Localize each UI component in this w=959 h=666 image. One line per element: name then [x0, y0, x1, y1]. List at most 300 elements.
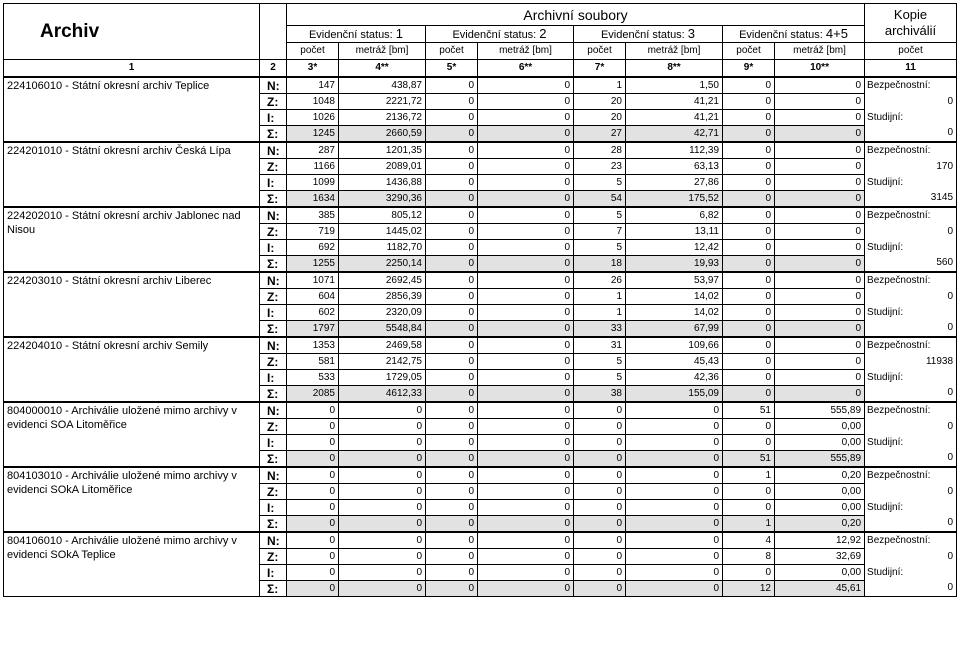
- value-cell: 0: [287, 419, 339, 435]
- column-number: 10**: [775, 60, 865, 78]
- value-cell: 0: [478, 175, 574, 191]
- value-cell: 0: [723, 370, 775, 386]
- sum-cell: 27: [574, 126, 626, 143]
- row-label-n: N:: [260, 337, 287, 354]
- value-cell: 0: [574, 549, 626, 565]
- column-number: 6**: [478, 60, 574, 78]
- value-cell: 0: [426, 305, 478, 321]
- value-cell: 692: [287, 240, 339, 256]
- study-copies-label: Studijní:: [865, 500, 957, 516]
- security-copies-value: 0: [865, 484, 957, 500]
- value-cell: 0: [775, 94, 865, 110]
- sum-cell: 0: [426, 321, 478, 338]
- value-cell: 719: [287, 224, 339, 240]
- value-cell: 0: [287, 500, 339, 516]
- value-cell: 0: [478, 467, 574, 484]
- value-cell: 0: [626, 435, 723, 451]
- copies-header-line2: archiválií: [884, 23, 937, 38]
- status-header-4: [723, 26, 865, 43]
- sum-cell: 54: [574, 191, 626, 208]
- value-cell: 28: [574, 142, 626, 159]
- value-cell: 2469,58: [339, 337, 426, 354]
- value-cell: 0: [723, 289, 775, 305]
- value-cell: 14,02: [626, 289, 723, 305]
- table-row: [4, 207, 957, 224]
- value-cell: 0: [626, 500, 723, 516]
- security-copies-label: Bezpečnostní:: [865, 402, 957, 419]
- count-header: počet: [723, 43, 775, 60]
- row-label-n: N:: [260, 142, 287, 159]
- study-copies-value: 560: [865, 256, 957, 273]
- value-cell: 5: [574, 207, 626, 224]
- value-cell: 0: [478, 532, 574, 549]
- value-cell: 0: [478, 77, 574, 94]
- archive-name: 804000010 - Archiválie uložené mimo archivy v evidenci SOA Litoměřice: [4, 402, 260, 467]
- table-row: [4, 142, 957, 159]
- sum-cell: 1634: [287, 191, 339, 208]
- row-label-sum: Σ:: [260, 191, 287, 208]
- value-cell: 0: [287, 484, 339, 500]
- table-row: [4, 337, 957, 354]
- value-cell: 27,86: [626, 175, 723, 191]
- sum-cell: 0: [775, 191, 865, 208]
- sum-cell: 0: [339, 516, 426, 533]
- value-cell: 0: [626, 549, 723, 565]
- study-copies-value: 3145: [865, 191, 957, 208]
- study-copies-label: Studijní:: [865, 370, 957, 386]
- value-cell: 0: [723, 159, 775, 175]
- study-copies-value: 0: [865, 581, 957, 597]
- row-label-n: N:: [260, 272, 287, 289]
- value-cell: 0: [775, 337, 865, 354]
- value-cell: 0: [478, 305, 574, 321]
- sum-cell: 0: [478, 581, 574, 597]
- value-cell: 0: [775, 110, 865, 126]
- sum-cell: 38: [574, 386, 626, 403]
- value-cell: 533: [287, 370, 339, 386]
- value-cell: 0,00: [775, 484, 865, 500]
- sum-cell: 1: [723, 516, 775, 533]
- sum-cell: 0: [426, 126, 478, 143]
- row-label-z: Z:: [260, 549, 287, 565]
- sum-cell: 0: [775, 256, 865, 273]
- value-cell: 4: [723, 532, 775, 549]
- column-number-row: [4, 60, 957, 78]
- value-cell: 63,13: [626, 159, 723, 175]
- row-label-sum: Σ:: [260, 581, 287, 597]
- value-cell: 0: [574, 467, 626, 484]
- security-copies-value: 0: [865, 419, 957, 435]
- value-cell: 0: [723, 305, 775, 321]
- value-cell: 0: [723, 110, 775, 126]
- value-cell: 0: [426, 159, 478, 175]
- status-header-1: [287, 26, 426, 43]
- security-copies-label: Bezpečnostní:: [865, 272, 957, 289]
- status-value: 4+5: [825, 25, 848, 41]
- sum-cell: 0: [426, 386, 478, 403]
- archive-name: 224202010 - Státní okresní archiv Jablonec nad Nisou: [4, 207, 260, 272]
- sum-cell: 2085: [287, 386, 339, 403]
- value-cell: 0: [775, 289, 865, 305]
- value-cell: 0: [723, 354, 775, 370]
- value-cell: 1: [574, 289, 626, 305]
- value-cell: 0: [723, 240, 775, 256]
- value-cell: 0: [426, 354, 478, 370]
- status-value: 1: [395, 25, 404, 41]
- value-cell: 0: [287, 532, 339, 549]
- value-cell: 8: [723, 549, 775, 565]
- study-copies-label: Studijní:: [865, 565, 957, 581]
- security-copies-label: Bezpečnostní:: [865, 337, 957, 354]
- study-copies-value: 0: [865, 516, 957, 533]
- archive-name: 804103010 - Archiválie uložené mimo archivy v evidenci SOkA Litoměřice: [4, 467, 260, 532]
- value-cell: 0: [426, 370, 478, 386]
- value-cell: 0,00: [775, 435, 865, 451]
- value-cell: 0: [478, 565, 574, 581]
- value-cell: 1445,02: [339, 224, 426, 240]
- value-cell: 7: [574, 224, 626, 240]
- security-copies-value: 0: [865, 289, 957, 305]
- value-cell: 0,00: [775, 500, 865, 516]
- row-label-sum: Σ:: [260, 451, 287, 468]
- value-cell: 0: [426, 77, 478, 94]
- row-label-z: Z:: [260, 224, 287, 240]
- value-cell: 0: [574, 419, 626, 435]
- count-header: počet: [287, 43, 339, 60]
- value-cell: 0: [775, 354, 865, 370]
- column-number: 7*: [574, 60, 626, 78]
- sum-cell: 0: [478, 386, 574, 403]
- archive-files-header: Archivní soubory: [287, 4, 865, 26]
- sum-cell: 4612,33: [339, 386, 426, 403]
- meter-header: metráž [bm]: [775, 43, 865, 60]
- value-cell: 0: [723, 224, 775, 240]
- label-column-header: [260, 4, 287, 60]
- value-cell: 604: [287, 289, 339, 305]
- value-cell: 0: [626, 402, 723, 419]
- security-copies-value: 0: [865, 549, 957, 565]
- column-number: 2: [260, 60, 287, 78]
- table-row: [4, 402, 957, 419]
- value-cell: 12,42: [626, 240, 723, 256]
- value-cell: 0,20: [775, 467, 865, 484]
- row-label-i: I:: [260, 240, 287, 256]
- value-cell: 0: [426, 224, 478, 240]
- sum-cell: 0: [426, 516, 478, 533]
- count-header: počet: [574, 43, 626, 60]
- value-cell: 31: [574, 337, 626, 354]
- sum-cell: 175,52: [626, 191, 723, 208]
- sum-cell: 0,20: [775, 516, 865, 533]
- value-cell: 0: [574, 402, 626, 419]
- column-number: 11: [865, 60, 957, 78]
- sum-cell: 0: [478, 191, 574, 208]
- sum-cell: 67,99: [626, 321, 723, 338]
- value-cell: 385: [287, 207, 339, 224]
- column-number: 5*: [426, 60, 478, 78]
- table-row: [4, 532, 957, 549]
- value-cell: 12,92: [775, 532, 865, 549]
- value-cell: 0: [478, 402, 574, 419]
- value-cell: 0: [426, 272, 478, 289]
- copies-header: [865, 4, 957, 43]
- value-cell: 0: [626, 532, 723, 549]
- value-cell: 53,97: [626, 272, 723, 289]
- value-cell: 0: [626, 484, 723, 500]
- value-cell: 2320,09: [339, 305, 426, 321]
- archive-name: 224106010 - Státní okresní archiv Teplice: [4, 77, 260, 142]
- sum-cell: 2660,59: [339, 126, 426, 143]
- status-prefix: Evidenční status:: [739, 28, 826, 41]
- sum-cell: 0: [626, 581, 723, 597]
- value-cell: 0: [426, 110, 478, 126]
- row-label-i: I:: [260, 175, 287, 191]
- value-cell: 0: [426, 142, 478, 159]
- value-cell: 0: [426, 549, 478, 565]
- sum-cell: 3290,36: [339, 191, 426, 208]
- status-prefix: Evidenční status:: [308, 28, 396, 41]
- value-cell: 20: [574, 110, 626, 126]
- value-cell: 0: [723, 94, 775, 110]
- sum-cell: 555,89: [775, 451, 865, 468]
- table-header: [4, 4, 957, 78]
- status-header-2: [426, 26, 574, 43]
- row-label-i: I:: [260, 500, 287, 516]
- value-cell: 0: [287, 565, 339, 581]
- value-cell: 5: [574, 370, 626, 386]
- column-number: 8**: [626, 60, 723, 78]
- row-label-n: N:: [260, 467, 287, 484]
- value-cell: 5: [574, 175, 626, 191]
- row-label-sum: Σ:: [260, 516, 287, 533]
- value-cell: 0: [574, 532, 626, 549]
- value-cell: 0: [574, 565, 626, 581]
- sum-cell: 0: [775, 126, 865, 143]
- value-cell: 1: [723, 467, 775, 484]
- sum-cell: 155,09: [626, 386, 723, 403]
- value-cell: 0: [339, 500, 426, 516]
- value-cell: 5: [574, 240, 626, 256]
- archive-name: 224201010 - Státní okresní archiv Česká Lípa: [4, 142, 260, 207]
- study-copies-value: 0: [865, 321, 957, 338]
- copies-header-line1: Kopie: [893, 7, 928, 22]
- sum-cell: 0: [287, 581, 339, 597]
- sum-cell: 0: [478, 321, 574, 338]
- value-cell: 32,69: [775, 549, 865, 565]
- table-title: Archiv: [4, 4, 260, 60]
- row-label-z: Z:: [260, 159, 287, 175]
- value-cell: 0: [426, 175, 478, 191]
- value-cell: 0: [626, 565, 723, 581]
- value-cell: 1,50: [626, 77, 723, 94]
- value-cell: 0: [723, 77, 775, 94]
- study-copies-value: 0: [865, 451, 957, 468]
- value-cell: 0: [478, 240, 574, 256]
- meter-header: metráž [bm]: [478, 43, 574, 60]
- row-label-z: Z:: [260, 94, 287, 110]
- value-cell: 2692,45: [339, 272, 426, 289]
- table-row: [4, 77, 957, 94]
- security-copies-label: Bezpečnostní:: [865, 467, 957, 484]
- value-cell: 6,82: [626, 207, 723, 224]
- value-cell: 0: [775, 77, 865, 94]
- value-cell: 20: [574, 94, 626, 110]
- sum-cell: 0: [723, 191, 775, 208]
- value-cell: 0: [339, 435, 426, 451]
- sum-cell: 0: [339, 451, 426, 468]
- row-label-z: Z:: [260, 289, 287, 305]
- value-cell: 0: [723, 500, 775, 516]
- sum-cell: 0: [574, 516, 626, 533]
- sum-cell: 0: [478, 516, 574, 533]
- value-cell: 0: [426, 532, 478, 549]
- value-cell: 0: [478, 207, 574, 224]
- value-cell: 0: [426, 402, 478, 419]
- value-cell: 0: [478, 370, 574, 386]
- status-prefix: Evidenční status:: [452, 28, 540, 41]
- value-cell: 0: [478, 224, 574, 240]
- security-copies-label: Bezpečnostní:: [865, 142, 957, 159]
- value-cell: 0: [339, 467, 426, 484]
- value-cell: 0: [775, 224, 865, 240]
- row-label-i: I:: [260, 435, 287, 451]
- sum-cell: 19,93: [626, 256, 723, 273]
- value-cell: 0: [287, 402, 339, 419]
- value-cell: 0: [478, 484, 574, 500]
- value-cell: 581: [287, 354, 339, 370]
- value-cell: 0: [426, 500, 478, 516]
- value-cell: 26: [574, 272, 626, 289]
- value-cell: 0: [426, 289, 478, 305]
- value-cell: 1026: [287, 110, 339, 126]
- sum-cell: 51: [723, 451, 775, 468]
- sum-cell: 0: [478, 126, 574, 143]
- value-cell: 5: [574, 354, 626, 370]
- value-cell: 0: [775, 370, 865, 386]
- count-header: počet: [426, 43, 478, 60]
- value-cell: 112,39: [626, 142, 723, 159]
- value-cell: 2856,39: [339, 289, 426, 305]
- column-number: 1: [4, 60, 260, 78]
- row-label-n: N:: [260, 402, 287, 419]
- value-cell: 1729,05: [339, 370, 426, 386]
- status-prefix: Evidenční status:: [600, 28, 688, 41]
- sum-cell: 0: [478, 451, 574, 468]
- value-cell: 0: [426, 94, 478, 110]
- sum-cell: 0: [626, 451, 723, 468]
- value-cell: 1166: [287, 159, 339, 175]
- security-copies-value: 0: [865, 94, 957, 110]
- study-copies-value: 0: [865, 126, 957, 143]
- value-cell: 0: [478, 419, 574, 435]
- value-cell: 41,21: [626, 94, 723, 110]
- sum-cell: 18: [574, 256, 626, 273]
- row-label-i: I:: [260, 565, 287, 581]
- table-row: [4, 272, 957, 289]
- value-cell: 0: [478, 549, 574, 565]
- value-cell: 0: [574, 435, 626, 451]
- status-value: 3: [687, 25, 696, 41]
- value-cell: 0: [426, 435, 478, 451]
- value-cell: 0: [723, 435, 775, 451]
- sum-cell: 0: [723, 321, 775, 338]
- row-label-i: I:: [260, 110, 287, 126]
- value-cell: 41,21: [626, 110, 723, 126]
- value-cell: 1071: [287, 272, 339, 289]
- value-cell: 0: [723, 419, 775, 435]
- study-copies-label: Studijní:: [865, 110, 957, 126]
- value-cell: 0: [775, 240, 865, 256]
- value-cell: 0: [478, 94, 574, 110]
- value-cell: 0: [775, 142, 865, 159]
- security-copies-label: Bezpečnostní:: [865, 77, 957, 94]
- sum-cell: 0: [426, 191, 478, 208]
- value-cell: 0: [339, 402, 426, 419]
- value-cell: 0: [626, 419, 723, 435]
- value-cell: 2142,75: [339, 354, 426, 370]
- value-cell: 0: [426, 240, 478, 256]
- value-cell: 1048: [287, 94, 339, 110]
- value-cell: 1201,35: [339, 142, 426, 159]
- sum-cell: 1255: [287, 256, 339, 273]
- sum-cell: 12: [723, 581, 775, 597]
- value-cell: 0: [287, 467, 339, 484]
- value-cell: 0: [574, 484, 626, 500]
- meter-header: metráž [bm]: [626, 43, 723, 60]
- sum-cell: 0: [574, 451, 626, 468]
- value-cell: 805,12: [339, 207, 426, 224]
- sum-cell: 0: [723, 126, 775, 143]
- study-copies-label: Studijní:: [865, 175, 957, 191]
- sum-cell: 33: [574, 321, 626, 338]
- value-cell: 1436,88: [339, 175, 426, 191]
- value-cell: 45,43: [626, 354, 723, 370]
- column-number: 9*: [723, 60, 775, 78]
- table-row: [4, 467, 957, 484]
- sum-cell: 42,71: [626, 126, 723, 143]
- archive-table: [3, 3, 957, 597]
- row-label-sum: Σ:: [260, 386, 287, 403]
- value-cell: 0: [339, 532, 426, 549]
- row-label-sum: Σ:: [260, 321, 287, 338]
- value-cell: 0: [478, 110, 574, 126]
- row-label-n: N:: [260, 77, 287, 94]
- value-cell: 0: [478, 354, 574, 370]
- archive-name: 224204010 - Státní okresní archiv Semily: [4, 337, 260, 402]
- value-cell: 2089,01: [339, 159, 426, 175]
- value-cell: 51: [723, 402, 775, 419]
- sum-cell: 1245: [287, 126, 339, 143]
- value-cell: 287: [287, 142, 339, 159]
- row-label-z: Z:: [260, 354, 287, 370]
- value-cell: 2221,72: [339, 94, 426, 110]
- value-cell: 2136,72: [339, 110, 426, 126]
- value-cell: 0: [626, 467, 723, 484]
- value-cell: 0,00: [775, 419, 865, 435]
- security-copies-label: Bezpečnostní:: [865, 207, 957, 224]
- sum-cell: 0: [574, 581, 626, 597]
- row-label-sum: Σ:: [260, 126, 287, 143]
- sum-cell: 0: [426, 451, 478, 468]
- value-cell: 438,87: [339, 77, 426, 94]
- value-cell: 0: [426, 467, 478, 484]
- security-copies-value: 11938: [865, 354, 957, 370]
- value-cell: 0: [426, 565, 478, 581]
- archive-name: 804106010 - Archiválie uložené mimo archivy v evidenci SOkA Teplice: [4, 532, 260, 597]
- value-cell: 602: [287, 305, 339, 321]
- status-value: 2: [539, 25, 547, 41]
- sum-cell: 0: [723, 256, 775, 273]
